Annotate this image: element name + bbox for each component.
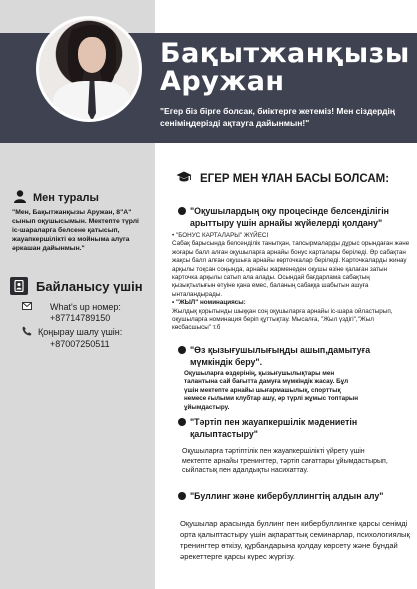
whatsapp-number[interactable]: +87714789150: [50, 313, 111, 323]
section-3-heading: [178, 416, 410, 440]
section-1-body: [172, 232, 412, 333]
contact-title: Байланысу үшін: [36, 278, 143, 294]
bullet-dot: [178, 418, 186, 426]
slogan-quote: "Егер біз бірге болсак, биіктерге жетеміз! Мен сіздердің сеніміңдерізді ақтауга дайынмын!": [160, 106, 395, 128]
name-line-1: Бақытжанқызы: [160, 38, 410, 69]
section-2-heading: [178, 344, 410, 368]
bullet-dot: [178, 346, 186, 354]
whatsapp-label: What's up номер:: [50, 302, 121, 312]
section-3-text: Оқушыларға тәртіптілік пен жауапкершілікті үйрету үшін мектепте арнайы тренингтер, тәртіп сағаттары ұйымдастырып, сыйластық пен адалдықты насихаттау.: [182, 448, 388, 475]
phone-label: Қоңырау шалу үшін:: [38, 327, 123, 337]
whatsapp-contact: [22, 302, 152, 324]
envelope-icon: [22, 302, 32, 313]
phone-contact: [22, 326, 152, 350]
section-3-title: "Тәртіп пен жауапкершілік мәдениетін қалыптастыру": [190, 417, 358, 439]
section-1-title: "Оқушылардың оқу процесінде белсенділігін арыттыру үшін арнайы жүйелерді қолдану": [190, 206, 389, 228]
profile-photo: [36, 16, 142, 122]
plan-heading: [176, 171, 389, 186]
person-icon: [14, 190, 26, 206]
year-nomination-text: Жылдық қорытынды шыққан соң оқушыларға арнайы іс-шара ойластырып, оқушыларға номинация беріп құттықтау. Мысалға, "Жыл үздігі","Жыл көсбасшысы" т.б: [172, 307, 393, 332]
section-4-text: Оқушылар арасында буллинг пен кибербуллингке қарсы сенімді орта қалыптастыру үшін ақпараттық семинарлар, психологиялық тренингтер өткізу, құрбандарына қолдау көрсету және бұндай әрекеттерге қарсы күрес жүргізу.: [180, 519, 410, 561]
year-nomination-heading: • "ЖЫЛ" номинациясы:: [172, 299, 412, 307]
about-text: "Мен, Бақытжанқызы Аружан, 8"А" сынып оқушысымын. Мектепте түрлі іс-шараларга белсене қатысып, жауапкершілікті өз мойныма алуга әркашан дайынмын.": [12, 209, 139, 252]
phone-number[interactable]: +87007250511: [50, 339, 110, 349]
bonus-cards-heading: • "БОНУС КАРТАЛАРЫ" ЖҮЙЕСІ: [172, 232, 412, 240]
address-book-icon: [10, 277, 28, 295]
name-line-2: Аружан: [160, 66, 285, 97]
section-1-heading: [178, 205, 410, 229]
about-title: Мен туралы: [33, 192, 99, 204]
section-4-title: "Буллинг және кибербуллингтің алдын алу": [190, 491, 384, 501]
section-2-title: "Өз қызығушылығыңды ашып,дамытуға мүмкіндік беру".: [190, 345, 371, 367]
bonus-cards-text: Сабақ барысында белсенділік танытқан, тапсырмаларды дұрыс орындаған және жоғары балл алған оқушыларға арнайы бонус карталары беріледі. Әр сабақтан жақсы балл алған оқушыға арнайы көрточкалар беріледі. Карточкаларды жинау арқылы тоқсан соңында, арнайы жарменеден оқушы өзіне қалаған затын карточка арқылы сатып алa алады. Осындай бағдарлама сабақтың қызықтылығын өтуіне қана емес, баланың сабаққа шабытын ашуға ынталандырады.: [172, 240, 410, 298]
section-2-text: Оқушыларға өздерінің, қызығушылықтары мен талантына сай бағытта дамуға мүмкіндік жасау. Бұл үшін мектепте арнайы шығармашылық, спорттық немесе ғылыми клубтар ашу, әр түрлі жұмыс топтарын ұйымдастыру.: [184, 370, 359, 411]
graduation-cap-icon: [176, 171, 192, 186]
section-4-heading: [178, 490, 410, 502]
contact-heading: [10, 277, 143, 295]
bullet-dot: [178, 492, 186, 500]
candidate-name: [160, 40, 410, 96]
about-heading: [14, 190, 99, 206]
bullet-dot: [178, 207, 186, 215]
plan-title: ЕГЕР МЕН ҰЛАН БАСЫ БОЛСАМ:: [200, 172, 390, 185]
phone-icon: [22, 326, 32, 339]
